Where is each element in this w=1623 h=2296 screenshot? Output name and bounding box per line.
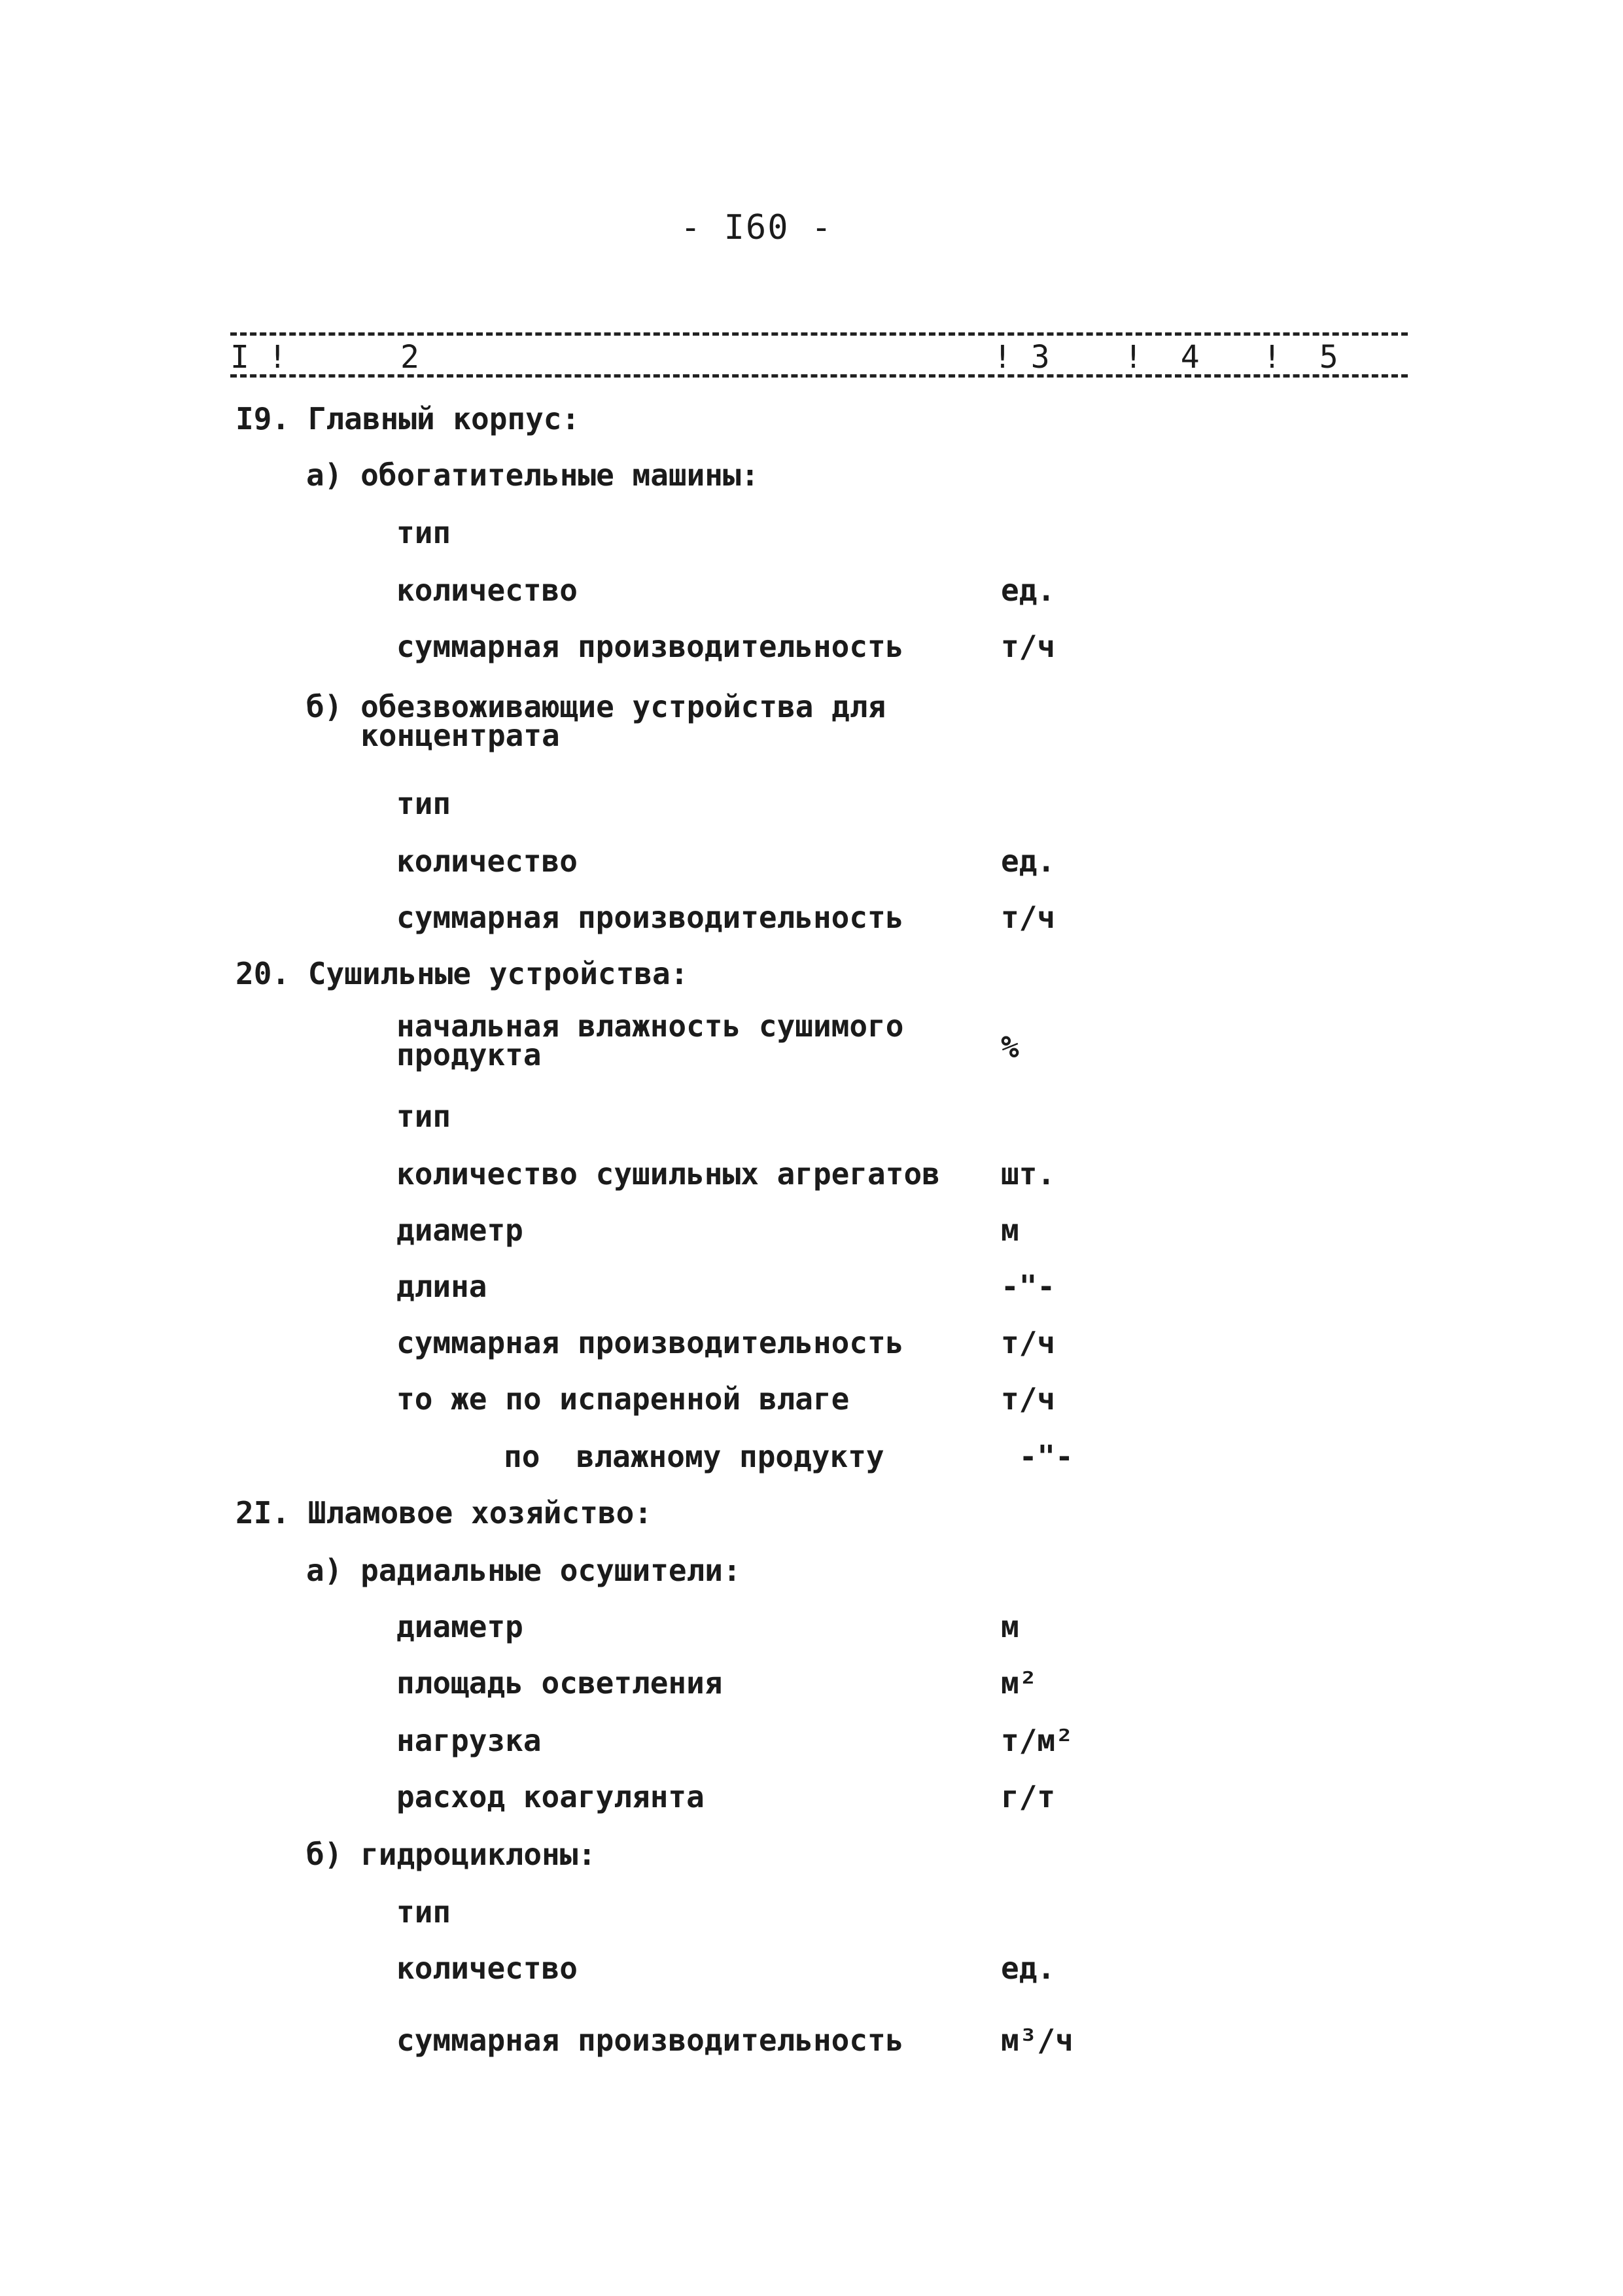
row-label: тип [396, 786, 451, 821]
column-header-1: I ! [230, 339, 287, 376]
row-label: по влажному продукту [504, 1439, 884, 1474]
row-label: 2I. Шламовое хозяйство: [236, 1495, 652, 1530]
table-row [0, 1779, 1623, 1835]
table-row [0, 1099, 1623, 1154]
table-row [0, 843, 1623, 899]
column-header-3: ! 3 [993, 339, 1050, 376]
table-row [0, 401, 1623, 457]
row-unit: шт. [1001, 1156, 1056, 1192]
row-unit: % [1001, 1029, 1019, 1065]
row-unit: ед. [1001, 843, 1056, 879]
table-row [0, 1665, 1623, 1721]
row-unit: -"- [1001, 1439, 1073, 1474]
column-header-5: ! 5 [1263, 339, 1338, 376]
row-unit: т/ч [1001, 900, 1056, 935]
table-row [0, 1325, 1623, 1381]
row-label: диаметр [396, 1609, 523, 1644]
table-row [0, 1951, 1623, 2006]
table-row [0, 1723, 1623, 1778]
row-label: б) гидроциклоны: [306, 1837, 597, 1872]
row-label: 20. Сушильные устройства: [236, 956, 689, 991]
table-header-bottom-rule [230, 374, 1408, 378]
row-unit: м³/ч [1001, 2022, 1073, 2058]
table-row [0, 1609, 1623, 1665]
page-number: - I60 - [680, 208, 833, 247]
table-row [0, 1495, 1623, 1551]
column-header-4: ! 4 [1124, 339, 1200, 376]
table-row [0, 900, 1623, 955]
table-row [0, 1381, 1623, 1437]
row-unit: м² [1001, 1665, 1038, 1701]
row-label: а) обогатительные машины: [306, 457, 759, 493]
row-unit: т/ч [1001, 1325, 1056, 1360]
row-label: длина [396, 1269, 487, 1304]
row-label: б) обезвоживающие устройства для концентрата [306, 689, 886, 753]
row-label: суммарная производительность [396, 629, 904, 664]
row-unit: т/м² [1001, 1723, 1073, 1758]
table-row [0, 1439, 1623, 1494]
table-row [0, 1894, 1623, 1950]
row-label: а) радиальные осушители: [306, 1553, 741, 1588]
row-unit: м [1001, 1212, 1019, 1248]
table-row [0, 2022, 1623, 2078]
column-header-2: 2 [400, 339, 419, 376]
row-label: суммарная производительность [396, 2022, 904, 2058]
row-unit: т/ч [1001, 1381, 1056, 1417]
row-unit: ед. [1001, 573, 1056, 608]
row-label: нагрузка [396, 1723, 542, 1758]
row-label: тип [396, 1894, 451, 1930]
table-row [0, 1212, 1623, 1268]
row-label: суммарная производительность [396, 900, 904, 935]
table-header-top-rule [230, 332, 1408, 336]
table-row [0, 1553, 1623, 1608]
row-label: диаметр [396, 1212, 523, 1248]
row-label: то же по испаренной влаге [396, 1381, 850, 1417]
row-label: количество [396, 573, 578, 608]
table-row [0, 689, 1623, 753]
row-label: тип [396, 515, 451, 550]
row-unit: ед. [1001, 1951, 1056, 1986]
table-row [0, 457, 1623, 513]
table-row [0, 1008, 1623, 1072]
table-row [0, 629, 1623, 684]
table-row [0, 1156, 1623, 1212]
row-label: начальная влажность сушимого продукта [396, 1008, 904, 1072]
table-row [0, 956, 1623, 1012]
row-label: I9. Главный корпус: [236, 401, 580, 436]
table-row [0, 515, 1623, 571]
table-row [0, 1837, 1623, 1892]
row-label: количество [396, 843, 578, 879]
row-label: тип [396, 1099, 451, 1134]
table-row [0, 786, 1623, 841]
row-unit: -"- [1001, 1269, 1056, 1304]
row-label: суммарная производительность [396, 1325, 904, 1360]
row-label: площадь осветления [396, 1665, 723, 1701]
row-unit: г/т [1001, 1779, 1056, 1814]
row-label: расход коагулянта [396, 1779, 705, 1814]
row-label: количество сушильных агрегатов [396, 1156, 940, 1192]
row-unit: т/ч [1001, 629, 1056, 664]
table-row [0, 573, 1623, 628]
row-label: количество [396, 1951, 578, 1986]
row-unit: м [1001, 1609, 1019, 1644]
table-row [0, 1269, 1623, 1324]
